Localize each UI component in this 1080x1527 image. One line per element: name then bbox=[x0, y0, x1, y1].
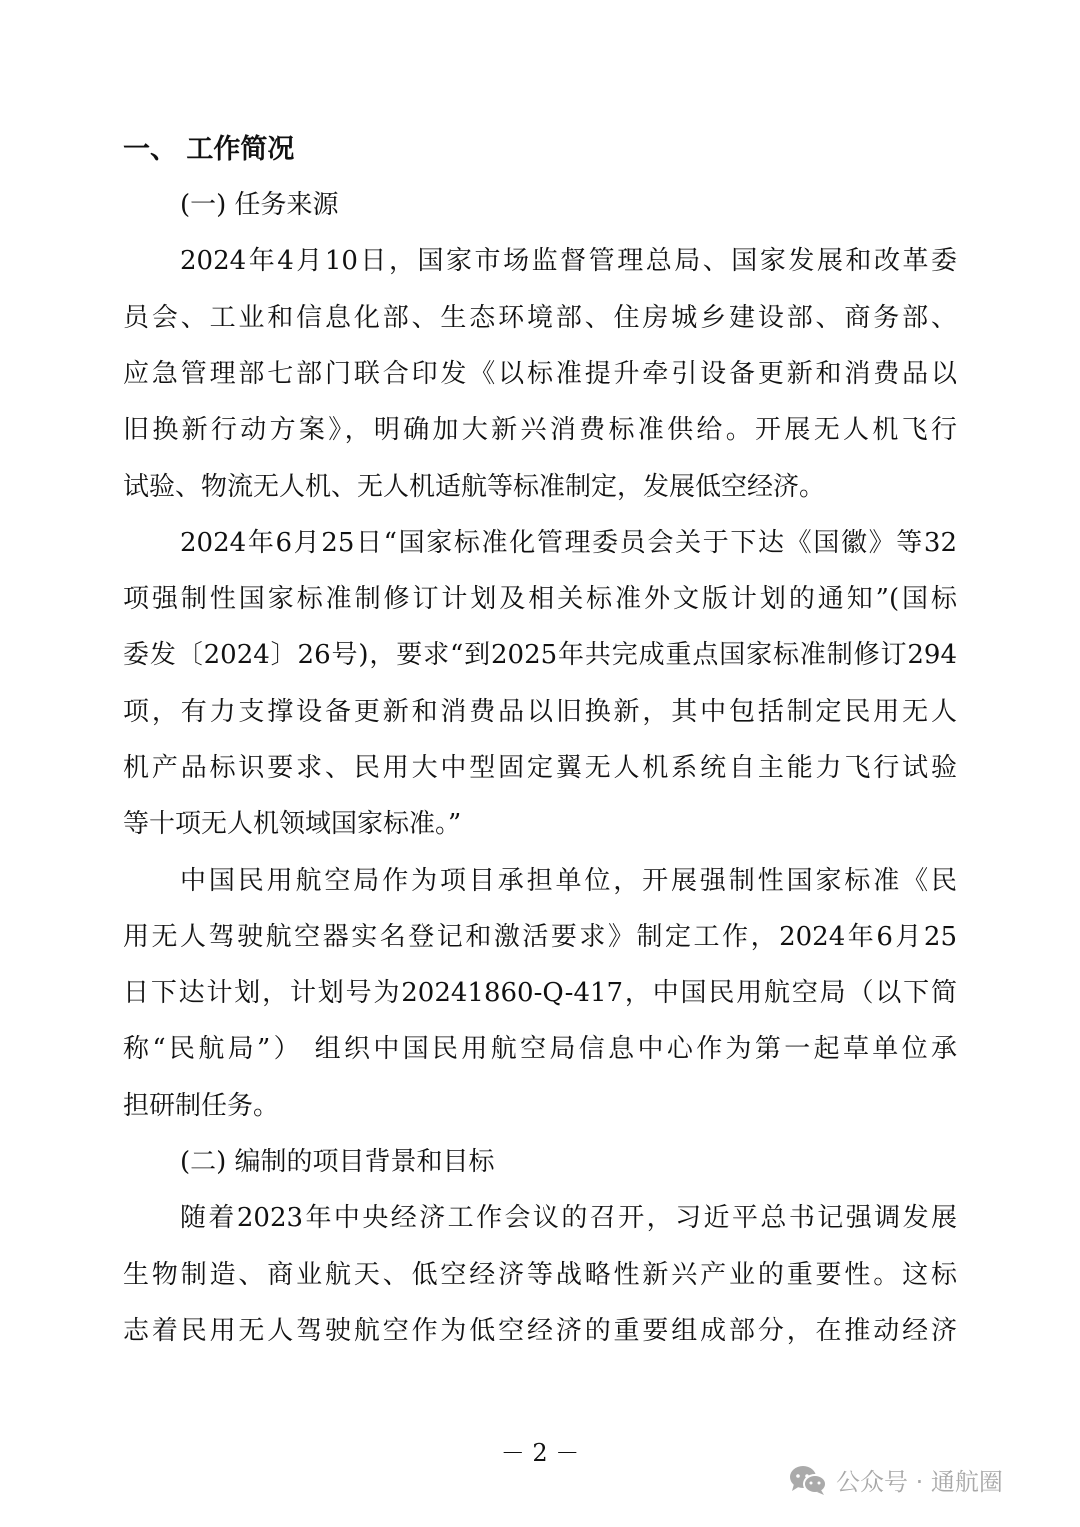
paragraph-line: 等十项无人机领域国家标准。” bbox=[123, 809, 462, 839]
paragraph-line: 担研制任务。 bbox=[123, 1091, 280, 1121]
section-heading: 一、 工作简况 bbox=[123, 134, 295, 165]
paragraph-line: 旧换新行动方案》，明确加大新兴消费标准供给。开展无人机飞行 bbox=[123, 415, 957, 445]
paragraph-line: 员会、工业和信息化部、生态环境部、住房城乡建设部、商务部、 bbox=[123, 303, 957, 333]
page-number: － 2 － bbox=[500, 1439, 580, 1467]
paragraph-line: 日下达计划，计划号为20241860-Q-417，中国民用航空局（以下简 bbox=[123, 978, 957, 1008]
paragraph-line: 生物制造、商业航天、低空经济等战略性新兴产业的重要性。这标 bbox=[123, 1260, 957, 1290]
paragraph-line: 委发〔2024〕26号)，要求“到2025年共完成重点国家标准制修订294 bbox=[123, 640, 957, 670]
watermark-text: 公众号 · 通航圈 bbox=[836, 1468, 1003, 1496]
subsection-title: (一) 任务来源 bbox=[180, 190, 339, 220]
paragraph-line: 试验、物流无人机、无人机适航等标准制定，发展低空经济。 bbox=[123, 472, 826, 502]
paragraph-line: 项强制性国家标准制修订计划及相关标准外文版计划的通知”(国标 bbox=[123, 584, 957, 614]
paragraph-line: 志着民用无人驾驶航空作为低空经济的重要组成部分，在推动经济 bbox=[123, 1316, 957, 1346]
paragraph-line: 2024年6月25日“国家标准化管理委员会关于下达《国徽》等32 bbox=[180, 528, 957, 558]
paragraph-line: 应急管理部七部门联合印发《以标准提升牵引设备更新和消费品以 bbox=[123, 359, 957, 389]
paragraph-line: 中国民用航空局作为项目承担单位，开展强制性国家标准《民 bbox=[180, 866, 957, 896]
paragraph-line: 称“民航局”） 组织中国民用航空局信息中心作为第一起草单位承 bbox=[123, 1034, 957, 1064]
paragraph-line: 2024年4月10日，国家市场监督管理总局、国家发展和改革委 bbox=[180, 246, 957, 276]
paragraph-line: 机产品标识要求、民用大中型固定翼无人机系统自主能力飞行试验 bbox=[123, 753, 957, 783]
wechat-icon bbox=[788, 1464, 828, 1496]
paragraph-line: 随着2023年中央经济工作会议的召开，习近平总书记强调发展 bbox=[180, 1203, 957, 1233]
paragraph-line: 用无人驾驶航空器实名登记和激活要求》制定工作，2024年6月25 bbox=[123, 922, 957, 952]
subsection-title: (二) 编制的项目背景和目标 bbox=[180, 1147, 495, 1177]
paragraph-line: 项，有力支撑设备更新和消费品以旧换新，其中包括制定民用无人 bbox=[123, 697, 957, 727]
watermark bbox=[788, 1462, 1003, 1497]
